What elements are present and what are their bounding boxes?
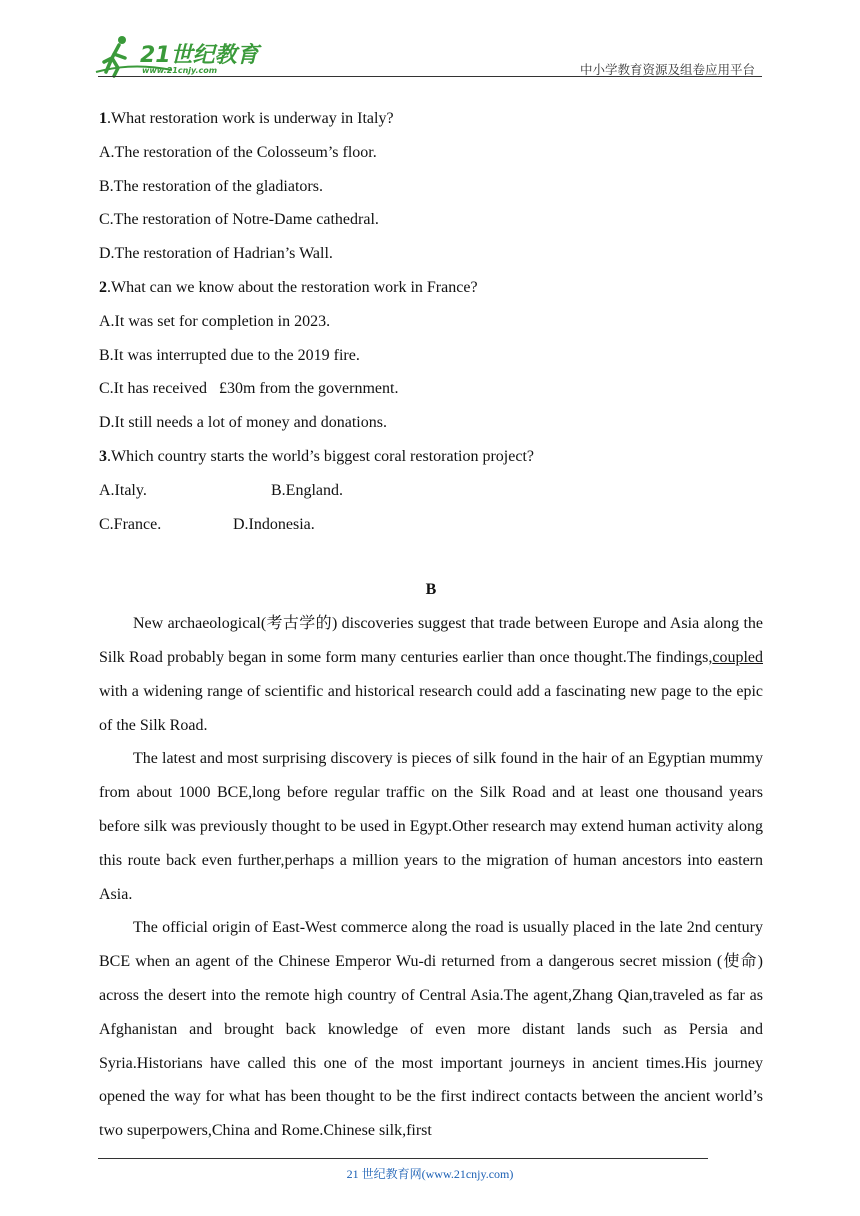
option: D.It still needs a lot of money and donations. <box>99 414 387 432</box>
logo-text: 21世纪教育 <box>140 43 259 68</box>
document-body <box>99 102 763 1148</box>
option: B.England. <box>271 481 343 499</box>
option: C.It has received £30m from the government. <box>99 380 399 398</box>
option: D.The restoration of Hadrian’s Wall. <box>99 245 333 263</box>
option: B.The restoration of the gladiators. <box>99 177 323 195</box>
footer-divider <box>98 1158 708 1159</box>
question-1-stem <box>99 102 763 136</box>
passage-paragraph-1 <box>99 607 763 742</box>
option: A.The restoration of the Colosseum’s floor. <box>99 143 377 161</box>
underlined-word: coupled <box>712 648 763 666</box>
option: C.The restoration of Notre-Dame cathedral. <box>99 211 379 229</box>
question-text: .What restoration work is underway in Italy? <box>107 110 394 127</box>
footer-link[interactable]: 21 世纪教育网(www.21cnjy.com) <box>346 1167 514 1181</box>
passage-paragraph-3: The official origin of East-West commerce along the road is usually placed in the late 2nd century BCE when an agent of the Chinese Emperor Wu-di returned from a dangerous secret mission (使命) across the desert into the remote high country of Central Asia.The agent,Zhang Qian,traveled as far as Afghanistan and brought back knowledge of even more distant lands such as Persia and Syria.Historians have called this one of the most important journeys in ancient times.His journey opened the way for what has been thought to be the first indirect contacts between the ancient world’s two superpowers,China and Rome.Chinese silk,first <box>99 919 763 1140</box>
question-3-stem <box>99 440 763 474</box>
logo-url: www.21cnjy.com <box>142 66 218 75</box>
question-number: 2 <box>99 278 107 296</box>
paragraph-text: with a widening range of scientific and historical research could add a fascinating new page to the epic of the Silk Road. <box>99 682 763 734</box>
question-number: 1 <box>99 110 107 127</box>
option: C.France. <box>99 515 162 533</box>
section-title: B <box>425 581 437 599</box>
option: A.Italy. <box>99 481 147 499</box>
site-logo <box>92 32 262 78</box>
question-number: 3 <box>99 447 107 465</box>
question-2-stem <box>99 271 763 305</box>
option: D.Indonesia. <box>233 515 315 533</box>
question-text: .What can we know about the restoration work in France? <box>107 278 478 296</box>
page-header <box>0 0 860 80</box>
question-text: .Which country starts the world’s biggest coral restoration project? <box>107 447 534 465</box>
option-row <box>99 508 763 542</box>
passage-paragraph-2: The latest and most surprising discovery is pieces of silk found in the hair of an Egyptian mummy from about 1000 BCE,long before regular traffic on the Silk Road and at least one thousand years before silk was previously thought to be used in Egypt.Other research may extend human activity along this route back even further,perhaps a million years to the migration of human ancestors into eastern Asia. <box>99 750 763 903</box>
header-divider <box>98 76 762 77</box>
option: B.It was interrupted due to the 2019 fire. <box>99 346 360 364</box>
option: A.It was set for completion in 2023. <box>99 312 331 330</box>
header-platform-text: 中小学教育资源及组卷应用平台 <box>579 63 755 77</box>
paragraph-text: New archaeological(考古学的) discoveries suggest that trade between Europe and Asia along the Silk Road probably began in some form many centuries earlier than once thought.The findings, <box>99 615 763 666</box>
runner-logo-icon <box>92 32 262 78</box>
option-row <box>99 474 763 508</box>
